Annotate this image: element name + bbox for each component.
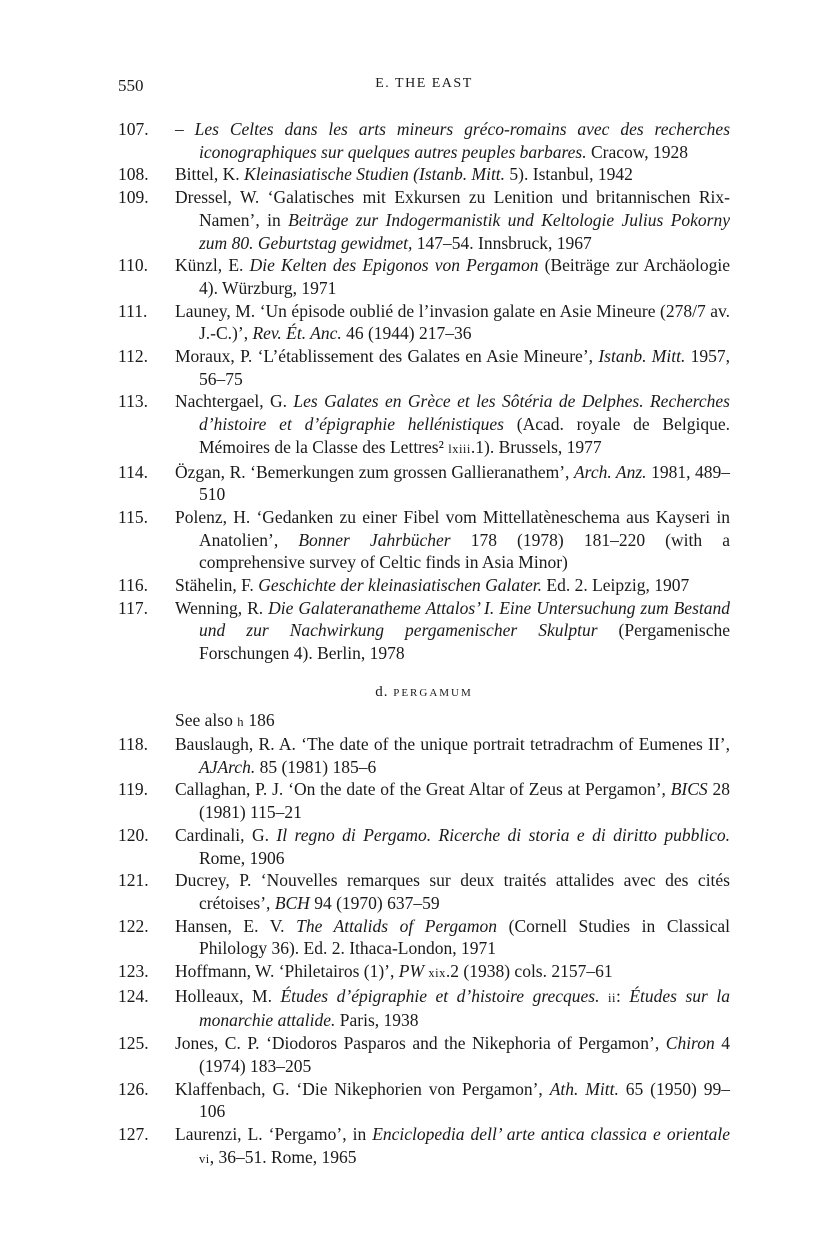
citation-title: The Attalids of Pergamon	[296, 915, 498, 936]
entry-number: 122.	[118, 915, 149, 936]
citation-text: Hansen, E. V.	[175, 915, 297, 936]
entry-number: 121.	[118, 870, 149, 891]
citation-text: :	[615, 985, 630, 1006]
citation-title: Beiträge zur Indogermanistik und Keltologie Julius Pokorny zum 80. Geburtstag gewidmet,	[199, 209, 730, 253]
citation-title: Istanb. Mitt.	[598, 346, 686, 367]
bibliography-entry	[118, 869, 730, 914]
entry-citation	[175, 597, 730, 665]
citation-text	[599, 986, 608, 1006]
bibliography-entry	[118, 390, 730, 460]
entry-number: 119.	[118, 779, 148, 800]
bibliography-entry	[118, 1078, 730, 1123]
citation-text: Rome, 1906	[199, 847, 285, 868]
entry-citation	[175, 254, 730, 299]
bibliography-section-galatians	[118, 118, 730, 665]
entry-citation	[175, 960, 730, 985]
bibliography-entry	[118, 186, 730, 254]
entry-citation	[175, 300, 730, 345]
citation-text: 147–54. Innsbruck, 1967	[412, 232, 592, 253]
citation-text: 1957, 56–75	[199, 346, 731, 389]
citation-roman-numeral: lxiii	[448, 441, 471, 456]
citation-title: Études sur la monarchie attalide.	[199, 985, 730, 1031]
citation-title: PW	[398, 961, 425, 982]
citation-title: AJArch.	[199, 756, 256, 777]
citation-text: 178 (1978) 181–220 (with a comprehensive survey of Celtic finds in Asia Minor)	[199, 529, 730, 573]
citation-text: Moraux, P. ‘L’établissement des Galates en Asie Mineure’,	[175, 346, 599, 367]
citation-text: Ducrey, P. ‘Nouvelles remarques sur deux traités attalides avec des cités crétoises’,	[175, 870, 730, 913]
citation-text: Cracow, 1928	[586, 141, 688, 162]
bibliography-entry	[118, 506, 730, 574]
bibliography-entry	[118, 915, 730, 960]
see-also-text: See also	[175, 710, 238, 730]
page-number: 550	[118, 76, 144, 95]
entry-number: 112.	[118, 346, 148, 367]
see-also-note	[175, 710, 275, 731]
entry-citation	[175, 1032, 730, 1077]
citation-title: Die Kelten des Epigonos von Pergamon	[249, 255, 539, 276]
entry-citation	[175, 506, 730, 574]
entry-citation	[175, 390, 730, 460]
entry-number: 125.	[118, 1033, 149, 1054]
citation-text: .2 (1938) cols. 2157–61	[445, 961, 613, 982]
bibliography-entry	[118, 118, 730, 163]
see-also-ref-number: 186	[243, 710, 275, 730]
citation-text: Bittel, K.	[175, 164, 245, 185]
entry-number: 120.	[118, 824, 149, 845]
citation-text: 1981, 489–510	[199, 461, 731, 505]
bibliography-entry	[118, 733, 730, 778]
citation-title: Geschichte der kleinasiatischen Galater.	[258, 575, 543, 596]
bibliography-entry	[118, 461, 730, 506]
entry-number: 117.	[118, 597, 148, 618]
bibliography-entry	[118, 345, 730, 390]
bibliography-entry	[118, 254, 730, 299]
entry-citation	[175, 915, 730, 960]
citation-title: Bonner Jahrbücher	[298, 529, 451, 550]
citation-title: BCH	[274, 892, 310, 913]
citation-title: Arch. Anz.	[573, 461, 647, 482]
citation-title: Il regno di Pergamo. Ricerche di storia e di diritto pubblico.	[276, 824, 730, 845]
entry-number: 118.	[118, 734, 148, 754]
citation-roman-numeral: xix	[428, 966, 446, 981]
citation-text: –	[175, 119, 195, 139]
citation-text: 94 (1970) 637–59	[309, 892, 440, 913]
entry-number: 116.	[118, 575, 148, 596]
citation-text: , 36–51. Rome, 1965	[209, 1146, 357, 1167]
citation-title: Ath. Mitt.	[549, 1078, 619, 1099]
citation-text: 65 (1950) 99–106	[199, 1078, 730, 1122]
entry-number: 108.	[118, 164, 149, 185]
citation-text: Nachtergael, G.	[175, 391, 294, 412]
entry-citation	[175, 461, 730, 506]
citation-text: Laurenzi, L. ‘Pergamo’, in	[175, 1123, 373, 1144]
entry-citation	[175, 824, 730, 869]
citation-title: Enciclopedia dell’ arte antica classica e orientale	[372, 1123, 731, 1144]
see-also-ref-letter: h	[237, 715, 244, 729]
entry-number: 124.	[118, 985, 149, 1006]
citation-text: Dressel, W. ‘Galatisches mit Exkursen zu Lenition und britannischen Rix-Namen’, in	[175, 187, 730, 230]
citation-text: Ed. 2. Leipzig, 1907	[542, 575, 690, 596]
citation-text: Callaghan, P. J. ‘On the date of the Great Altar of Zeus at Pergamon’,	[175, 779, 671, 800]
citation-text: 5). Istanbul, 1942	[505, 164, 633, 185]
citation-text: Stähelin, F.	[175, 575, 259, 596]
citation-text: .1). Brussels, 1977	[470, 436, 602, 457]
running-head: E. THE EAST	[375, 76, 473, 91]
citation-text: (Beiträge zur Archäologie 4). Würzburg, 1971	[199, 255, 730, 298]
entry-citation	[175, 163, 730, 186]
citation-text: (Pergamenische Forschungen 4). Berlin, 1978	[199, 620, 730, 664]
citation-text: (Acad. royale de Belgique. Mémoires de la Classe des Lettres²	[199, 414, 730, 457]
entry-number: 107.	[118, 119, 149, 139]
entry-number: 123.	[118, 961, 149, 982]
citation-text: Launey, M. ‘Un épisode oublié de l’invasion galate en Asie Mineure (278/7 av. J.-C.)’,	[175, 300, 730, 344]
bibliography-entry	[118, 1123, 730, 1170]
bibliography-entry	[118, 597, 730, 665]
citation-title: Études d’épigraphie et d’histoire grecques.	[280, 985, 600, 1006]
entry-number: 109.	[118, 187, 149, 208]
citation-text: Jones, C. P. ‘Diodoros Pasparos and the Nikephoria of Pergamon’,	[175, 1033, 666, 1054]
citation-text: Künzl, E.	[175, 255, 250, 276]
entry-number: 111.	[118, 300, 148, 321]
citation-roman-numeral: vi	[199, 1151, 210, 1166]
citation-title: Chiron	[665, 1033, 715, 1054]
entry-citation	[175, 345, 730, 390]
citation-text: 85 (1981) 185–6	[255, 756, 377, 777]
entry-citation	[175, 733, 730, 778]
entry-citation	[175, 1078, 730, 1123]
citation-text: 28 (1981) 115–21	[199, 779, 730, 823]
citation-text: (Cornell Studies in Classical Philology 36). Ed. 2. Ithaca-London, 1971	[199, 915, 730, 959]
citation-title: Die Galateranatheme Attalos’ I. Eine Untersuchung zum Bestand und zur Nachwirkung pergamenischer Skulptur	[199, 597, 730, 641]
bibliography-entry	[118, 985, 730, 1032]
entry-citation	[175, 1123, 730, 1170]
entry-number: 114.	[118, 461, 148, 482]
entry-number: 115.	[118, 506, 148, 527]
citation-text: 4 (1974) 183–205	[199, 1033, 730, 1076]
bibliography-entry	[118, 960, 730, 985]
bibliography-entry	[118, 300, 730, 345]
page-header	[118, 76, 730, 100]
bibliography-entry	[118, 824, 730, 869]
section-name: PERGAMUM	[393, 687, 473, 699]
citation-title: Rev. Ét. Anc.	[252, 323, 342, 344]
entry-number: 113.	[118, 391, 148, 412]
entry-citation	[175, 778, 730, 823]
entry-citation	[175, 118, 730, 163]
entry-number: 126.	[118, 1078, 149, 1099]
section-letter: d.	[375, 684, 389, 700]
bibliography-entry	[118, 163, 730, 186]
citation-title: Les Galates en Grèce et les Sôtéria de Delphes. Recherches d’histoire et d’épigraphie hellénistiques	[199, 391, 730, 435]
bibliography-entry	[118, 778, 730, 823]
bibliography-entry	[118, 574, 730, 597]
citation-text: Polenz, H. ‘Gedanken zu einer Fibel vom Mittellatèneschema aus Kayseri in Anatolien’,	[175, 506, 730, 550]
entry-number: 110.	[118, 255, 148, 276]
citation-title: Les Celtes dans les arts mineurs gréco-romains avec des recherches iconographiques sur quelques autres peuples barbares.	[194, 119, 731, 162]
citation-title: BICS	[670, 779, 708, 800]
citation-text: Bauslaugh, R. A. ‘The date of the unique portrait tetradrachm of Eumenes II’,	[175, 734, 730, 754]
citation-text: Cardinali, G.	[175, 824, 277, 845]
bibliography-entry	[118, 1032, 730, 1077]
section-heading	[118, 684, 730, 701]
citation-title: Kleinasiatische Studien (Istanb. Mitt.	[244, 164, 506, 185]
citation-text: Özgan, R. ‘Bemerkungen zum grossen Gallieranathem’,	[175, 461, 574, 482]
citation-text: Paris, 1938	[335, 1010, 419, 1031]
citation-text: Wenning, R.	[175, 597, 269, 618]
citation-roman-numeral: ii	[608, 990, 616, 1005]
entry-number: 127.	[118, 1123, 149, 1144]
bibliography-section-pergamum	[118, 733, 730, 1170]
citation-text: Klaffenbach, G. ‘Die Nikephorien von Pergamon’,	[175, 1078, 550, 1099]
entry-citation	[175, 985, 730, 1032]
entry-citation	[175, 574, 730, 597]
citation-text: 46 (1944) 217–36	[341, 323, 472, 344]
citation-text: Hoffmann, W. ‘Philetairos (1)’,	[175, 961, 399, 982]
citation-text: Holleaux, M.	[175, 985, 281, 1006]
entry-citation	[175, 869, 730, 914]
entry-citation	[175, 186, 730, 254]
